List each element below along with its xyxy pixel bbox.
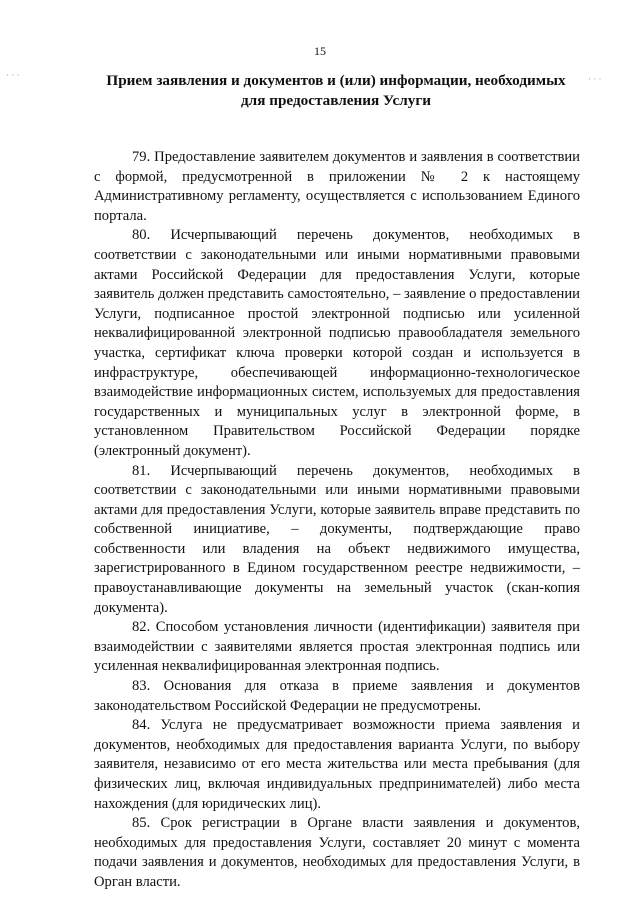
paragraph-84: 84. Услуга не предусматривает возможности приема заявления и документов, необходимых для предоставления варианта Услуги, по выбору заявителя, независимо от его места жительства или места пребывания (для физических лиц, включая индивидуальных предпринимателей) либо места нахождения (для юридических лиц).	[94, 717, 580, 812]
section-heading: Прием заявления и документов и (или) информации, необходимых для предоставления Услуги	[106, 72, 566, 109]
paragraph-85: 85. Срок регистрации в Органе власти заявления и документов, необходимых для предоставления Услуги, составляет 20 минут с момента подачи заявления и документов, необходимых для предоставления Услуги, в Орган власти.	[94, 815, 580, 890]
paragraph-82: 82. Способом установления личности (идентификации) заявителя при взаимодействии с заявителями является простая электронная подпись или усиленная неквалифицированная электронная подпись.	[94, 619, 580, 675]
scan-noise-right: · · ·	[588, 74, 602, 84]
paragraph-80: 80. Исчерпывающий перечень документов, необходимых в соответствии с законодательными или иными нормативными правовыми актами Российской Федерации для предоставления Услуги, которые заявитель должен представить самостоятельно, – заявление о предоставлении Услуги, подписанное простой электронной подписью или усиленной неквалифицированной электронной подписью правообладателя земельного участка, сертификат ключа проверки которой создан и используется в инфраструктуре, обеспечивающей информационно-технологическое взаимодействие информационных систем, используемых для предоставления государственных и муниципальных услуг в электронной форме, в установленном Правительством Российской Федерации порядке (электронный документ).	[94, 227, 580, 459]
page-number: 15	[314, 44, 326, 58]
document-body	[94, 148, 580, 893]
paragraph-79: 79. Предоставление заявителем документов и заявления в соответствии с формой, предусмотренной в приложении № 2 к настоящему Административному регламенту, осуществляется с использованием Единого портала.	[94, 149, 580, 224]
paragraph-81: 81. Исчерпывающий перечень документов, необходимых в соответствии с законодательными или иными нормативными правовыми актами для предоставления Услуги, которые заявитель вправе представить по собственной инициативе, – документы, подтверждающие право собственности или владения на объект недвижимого имущества, зарегистрированного в Едином государственном реестре недвижимости, – правоустанавливающие документы на земельный участок (скан-копия документа).	[94, 462, 580, 616]
paragraph-83: 83. Основания для отказа в приеме заявления и документов законодательством Российской Федерации не предусмотрены.	[94, 678, 580, 714]
scan-noise-left: · · ·	[6, 70, 20, 80]
